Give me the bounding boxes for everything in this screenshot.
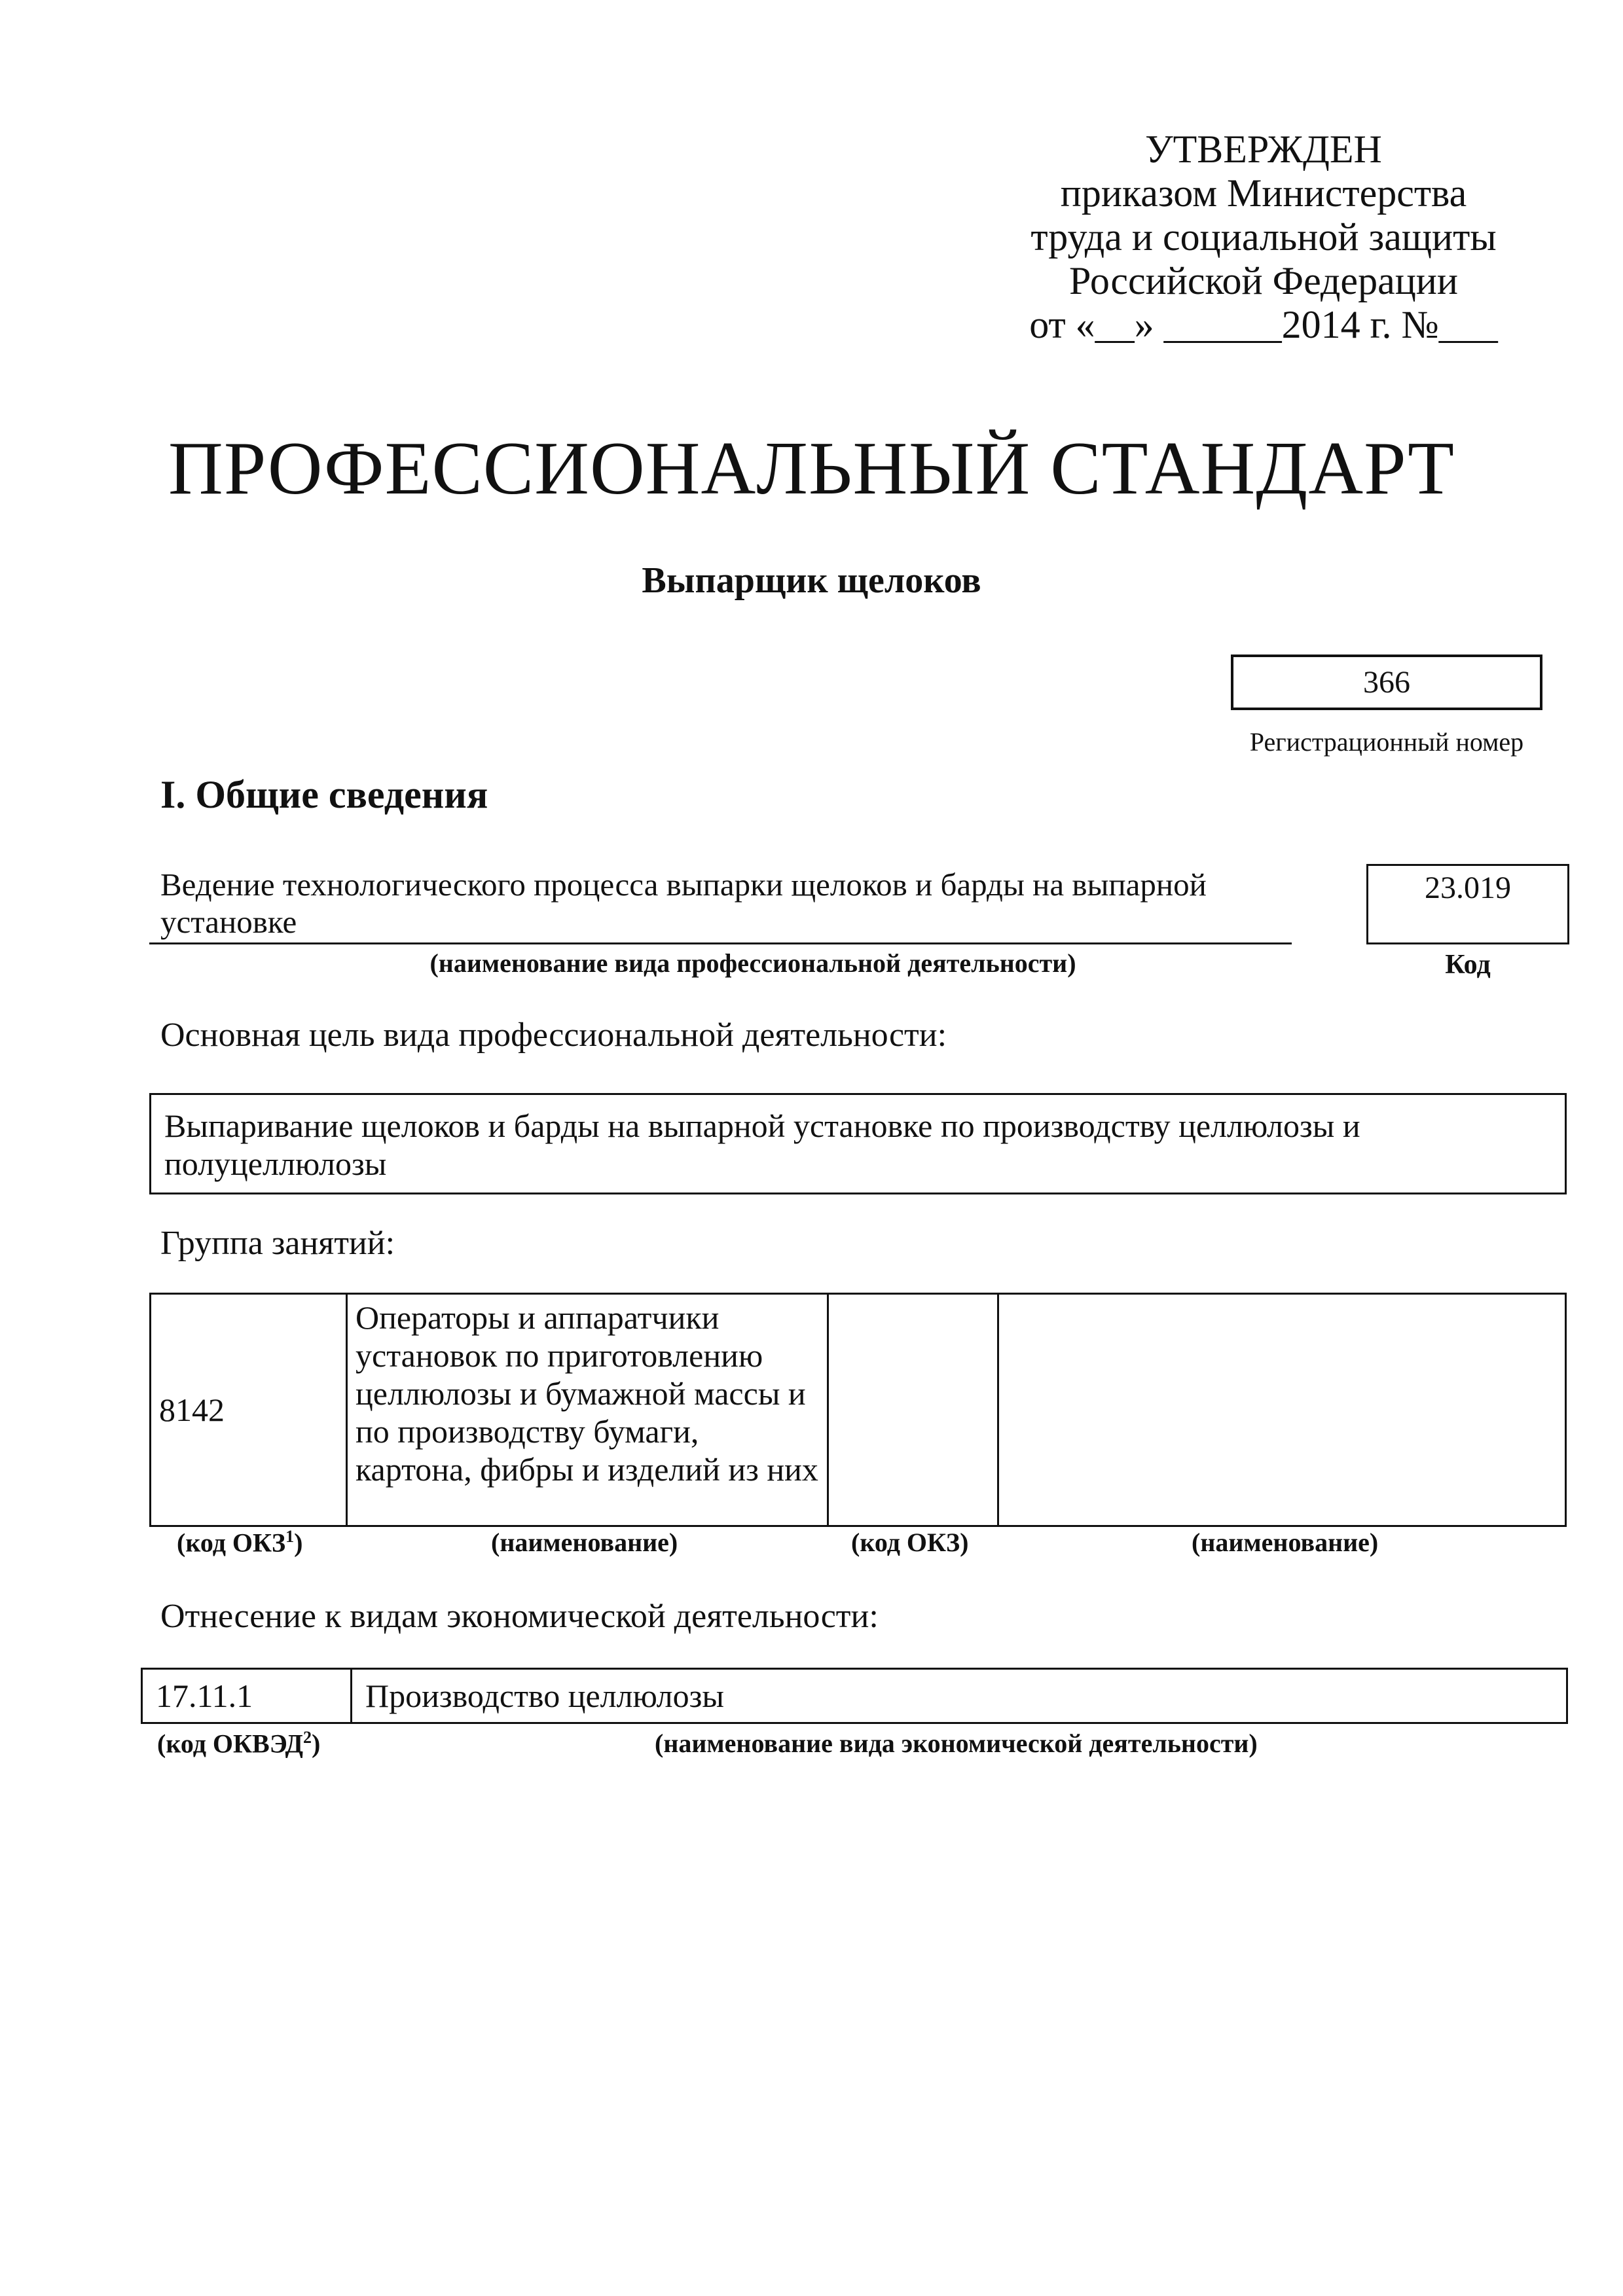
approval-heading: УТВЕРЖДЕН: [1145, 128, 1382, 171]
goal-label: Основная цель вида профессиональной деятельности:: [160, 1016, 947, 1054]
activity-code-box: 23.019: [1366, 864, 1569, 944]
footnote-2-mark: 2: [303, 1728, 312, 1747]
occupation-group-label: Группа занятий:: [160, 1225, 395, 1262]
okz-name-caption: (наименование): [491, 1528, 678, 1557]
okz-code-caption-2: (код ОКЗ): [851, 1528, 969, 1557]
okved-code-cell: 17.11.1: [142, 1669, 352, 1723]
okz-name-caption-2: (наименование): [1192, 1528, 1379, 1557]
okz-code-caption: (код ОКЗ$^1$): [177, 1527, 303, 1558]
activity-name: Ведение технологического процесса выпарки щелоков и барды на выпарной установке: [160, 867, 1207, 940]
okved-name-cell: Производство целлюлозы: [352, 1669, 1567, 1723]
approval-line: приказом Министерства: [1060, 171, 1467, 215]
approval-date-line: от «__» ______2014 г. №___: [1029, 303, 1498, 346]
occupation-group-table: [149, 1293, 1567, 1527]
table-row: [151, 1294, 1566, 1526]
activity-caption: (наименование вида профессиональной деятельности): [429, 948, 1076, 978]
table-row: [142, 1669, 1567, 1723]
registration-number-label: Регистрационный номер: [1249, 727, 1524, 757]
economic-activity-label: Отнесение к видам экономической деятельности:: [160, 1598, 879, 1635]
section-title: I. Общие сведения: [160, 773, 488, 816]
goal-box: Выпаривание щелоков и барды на выпарной установке по производству целлюлозы и полуцеллюлозы: [149, 1093, 1567, 1194]
okved-code-caption: (код ОКВЭД$^2$): [157, 1728, 321, 1759]
okz-name-cell: Операторы и аппаратчики установок по приготовлению целлюлозы и бумажной массы и по производству бумаги, картона, фибры и изделий из них: [347, 1294, 828, 1526]
approval-line: Российской Федерации: [1068, 259, 1459, 302]
economic-activity-table: [141, 1668, 1568, 1724]
footnote-1-mark: 1: [285, 1527, 295, 1546]
approval-line: труда и социальной защиты: [1030, 215, 1497, 259]
activity-code-label: Код: [1445, 950, 1491, 980]
okz-name-cell-2: [998, 1294, 1566, 1526]
okz-code-cell: 8142: [151, 1294, 347, 1526]
okz-code-cell-2: [828, 1294, 998, 1526]
registration-number-box: 366: [1231, 655, 1542, 710]
document-subtitle: Выпарщик щелоков: [642, 560, 981, 601]
document-title: ПРОФЕССИОНАЛЬНЫЙ СТАНДАРТ: [168, 427, 1455, 511]
okved-name-caption: (наименование вида экономической деятельности): [655, 1729, 1258, 1758]
activity-underline: [149, 942, 1292, 944]
approval-block: [982, 128, 1545, 347]
